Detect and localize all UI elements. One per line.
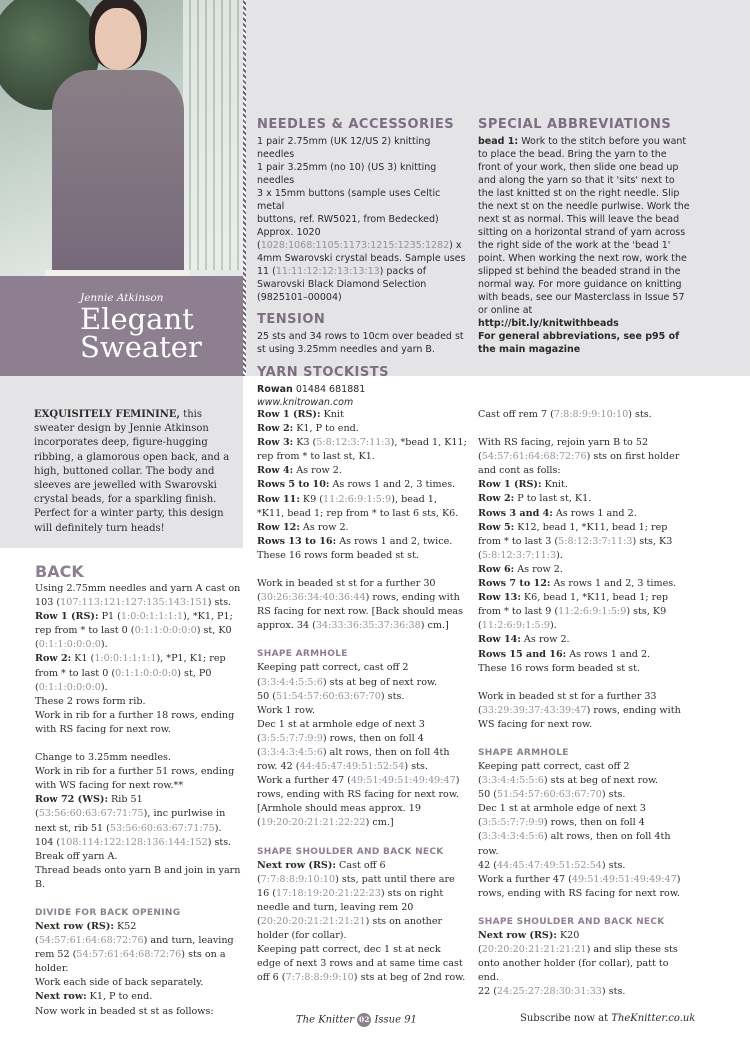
general-abbrev-note: For general abbreviations, see p95 of the main magazine [478, 331, 680, 355]
column-1: BACK Using 2.75mm needles and yarn A cast on 103 (107:113:121:127:135:143:151) sts. Row 1 (RS): P1 (1:0:0:1:1:1:1), *K1, P1; rep from * to last 0 (0:1:1:0:0:0:0) st, K0 (0:1:1:0:0:0:0). Row 2: K1 (1:0:0:1:1:1:1), *P1, K1; rep from * to last 0 (0:1:1:0:0:0:0) st, P0 (0:1:1:0:0:0:0). These 2 rows form rib. Work in rib for a further 18 rows, ending with RS facing for next row. Change to 3.25mm needles. Work in rib for a further 51 rows, ending with WS facing for next row.** Row 72 (WS): Rib 51 (53:56:60:63:67:71:75), inc purlwise in next st, rib 51 (53:56:60:63:67:71:75). 104 (108:114:122:128:136:144:152) sts. Break off yarn A. Thread beads onto yarn B and join in yarn B. DIVIDE FOR BACK OPENING Next row (RS): K52 (54:57:61:64:68:72:76) and turn, leaving rem 52 (54:57:61:64:68:72:76) sts on a holder. Work each side of back separately. Next row: K1, P to end. Now work in beaded st st as follows: [35, 562, 241, 1017]
footer-subscribe: Subscribe now at TheKnitter.co.uk [520, 1013, 696, 1024]
footer-issue: The Knitter 02 Issue 91 [296, 1014, 417, 1026]
title-line-1: Elegant [80, 302, 194, 336]
needles-heading: NEEDLES & ACCESSORIES [257, 117, 455, 132]
column-2: Row 1 (RS): Knit Row 2: K1, P to end. Row 3: K3 (5:8:12:3:7:11:3), *bead 1, K11; rep from * to last st, K1. Row 4: As row 2. Rows 5 to 10: As rows 1 and 2, 3 times. Row 11: K9 (11:2:6:9:1:5:9), bead 1, *K11, bead 1; rep from * to last 6 sts, K6. Row 12: As row 2. Rows 13 to 16: As rows 1 and 2, twice. These 16 rows form beaded st st. Work in beaded st st for a further 30 (30:26:36:34:40:36:44) rows, ending with RS facing for next row. [Back should meas approx. 34 (34:33:36:35:37:36:38) cm.] SHAPE ARMHOLE Keeping patt correct, cast off 2 (3:3:4:4:5:5:6) sts at beg of next row. 50 (51:54:57:60:63:67:70) sts. Work 1 row. Dec 1 st at armhole edge of next 3 (3:5:5:7:7:9:9) rows, then on foll 4 (3:3:4:3:4:5:6) alt rows, then on foll 4th row. 42 (44:45:47:49:51:52:54) sts. Work a further 47 (49:51:49:51:49:49:47) rows, ending with RS facing for next row. [Armhole should meas approx. 19 (19:20:20:21:21:22:22) cm.] SHAPE SHOULDER AND BACK NECK Next row (RS): Cast off 6 (7:7:8:8:9:10:10) sts, patt until there are 16 (17:18:19:20:21:22:23) sts on right needle and turn, leaving rem 20 (20:20:20:21:21:21:21) sts on another holder (for collar). Keeping patt correct, dec 1 st at neck edge of next 3 rows and at same time cast off 6 (7:7:8:8:9:9:10) sts at beg of 2nd row. [257, 409, 467, 984]
armhole-subheading: SHAPE ARMHOLE [257, 649, 348, 660]
title-line-2: Sweater [80, 330, 202, 364]
page-number: 02 [357, 1013, 371, 1027]
footer-site-link[interactable]: TheKnitter.co.uk [611, 1013, 696, 1024]
intro-panel [0, 376, 243, 548]
conservatory-window-graphic [183, 0, 243, 270]
divide-subheading: DIVIDE FOR BACK OPENING [35, 907, 181, 918]
yarn-url[interactable]: www.knitrowan.com [257, 397, 354, 408]
yarn-heading: YARN STOCKISTS [257, 365, 389, 380]
needles-line: 1 pair 2.75mm (UK 12/US 2) knitting needles [257, 136, 431, 160]
tension-text: 25 sts and 34 rows to 10cm over beaded st st using 3.25mm needles and yarn B. [257, 331, 464, 355]
abbrev-text: bead 1: Work to the stitch before you want to place the bead. Bring the yarn to the front of your work, then slide one bead up and along the yarn so that it 'sits' next to the last knitted st on the right needle. Slip the next st on the needle purlwise. Work the next st as normal. This will leave the bead sitting on a horizontal strand of yarn across the right side of the work at the 'bead 1' point. When working the next row, work the slipped st behind the beaded strand in the normal way. For more guidance on knitting with beads, see our Masterclass in Issue 57 or online at [478, 136, 690, 316]
column-3: Cast off rem 7 (7:8:8:9:9:10:10) sts. With RS facing, rejoin yarn B to 52 (54:57:61:64:68:72:76) sts on first holder and cont as folls: Row 1 (RS): Knit. Row 2: P to last st, K1. Rows 3 and 4: As rows 1 and 2. Row 5: K12, bead 1, *K11, bead 1; rep from * to last 3 (5:8:12:3:7:11:3) sts, K3 (5:8:12:3:7:11:3). Row 6: As row 2. Rows 7 to 12: As rows 1 and 2, 3 times. Row 13: K6, bead 1, *K11, bead 1; rep from * to last 9 (11:2:6:9:1:5:9) sts, K9 (11:2:6:9:1:5:9). Row 14: As row 2. Rows 15 and 16: As rows 1 and 2. These 16 rows form beaded st st. Work in beaded st st for a further 33 (33:29:39:37:43:39:47) rows, ending with WS facing for next row. SHAPE ARMHOLE Keeping patt correct, cast off 2 (3:3:4:4:5:5:6) sts at beg of next row. 50 (51:54:57:60:63:67:70) sts. Dec 1 st at armhole edge of next 3 (3:5:5:7:7:9:9) rows, then on foll 4 (3:3:4:3:4:5:6) alt rows, then on foll 4th row. 42 (44:45:47:49:51:52:54) sts. Work a further 47 (49:51:49:51:49:49:47) rows, ending with RS facing for next row. SHAPE SHOULDER AND BACK NECK Next row (RS): K20 (20:20:20:21:21:21:21) and slip these sts onto another holder (for collar), patt to end. 22 (24:25:27:28:30:31:33) sts. [478, 408, 688, 999]
beads-text: Approx. 1020 (1028:1068:1105:1173:1215:1235:1282) x 4mm Swarovski crystal beads. Sample uses 11 (11:11:12:12:13:13:13) packs of Swarovski Black Diamond Selection (9825101–00004) [257, 227, 466, 303]
sweater-figure [52, 70, 184, 280]
needles-line: 3 x 15mm buttons (sample uses Celtic metal [257, 188, 441, 212]
author-name: Jennie Atkinson [80, 292, 164, 304]
title-box [0, 276, 243, 376]
armhole-subheading: SHAPE ARMHOLE [478, 747, 569, 758]
needles-line: 1 pair 3.25mm (no 10) (US 3) knitting needles [257, 162, 437, 186]
needles-section [257, 117, 469, 409]
abbrev-link[interactable]: http://bit.ly/knitwithbeads [478, 318, 619, 329]
model-head [95, 8, 141, 70]
abbrev-heading: SPECIAL ABBREVIATIONS [478, 117, 672, 132]
intro-text: EXQUISITELY FEMININE, this sweater design by Jennie Atkinson incorporates deep, figure-hugging ribbing, a glamorous open back, and a high, buttoned collar. The body and sleeves are jewelled with Swarovski crystal beads, for a sparkling finish. Perfect for a winter party, this design will definitely turn heads! [34, 409, 230, 534]
tension-heading: TENSION [257, 312, 326, 327]
abbreviations-section [478, 117, 690, 356]
shoulder-subheading: SHAPE SHOULDER AND BACK NECK [478, 916, 665, 927]
yarn-stockist: Rowan 01484 681881 [257, 384, 366, 395]
shoulder-subheading: SHAPE SHOULDER AND BACK NECK [257, 846, 444, 857]
needles-line: buttons, ref. RW5021, from Bedecked) [257, 214, 439, 225]
back-heading: BACK [35, 562, 84, 581]
